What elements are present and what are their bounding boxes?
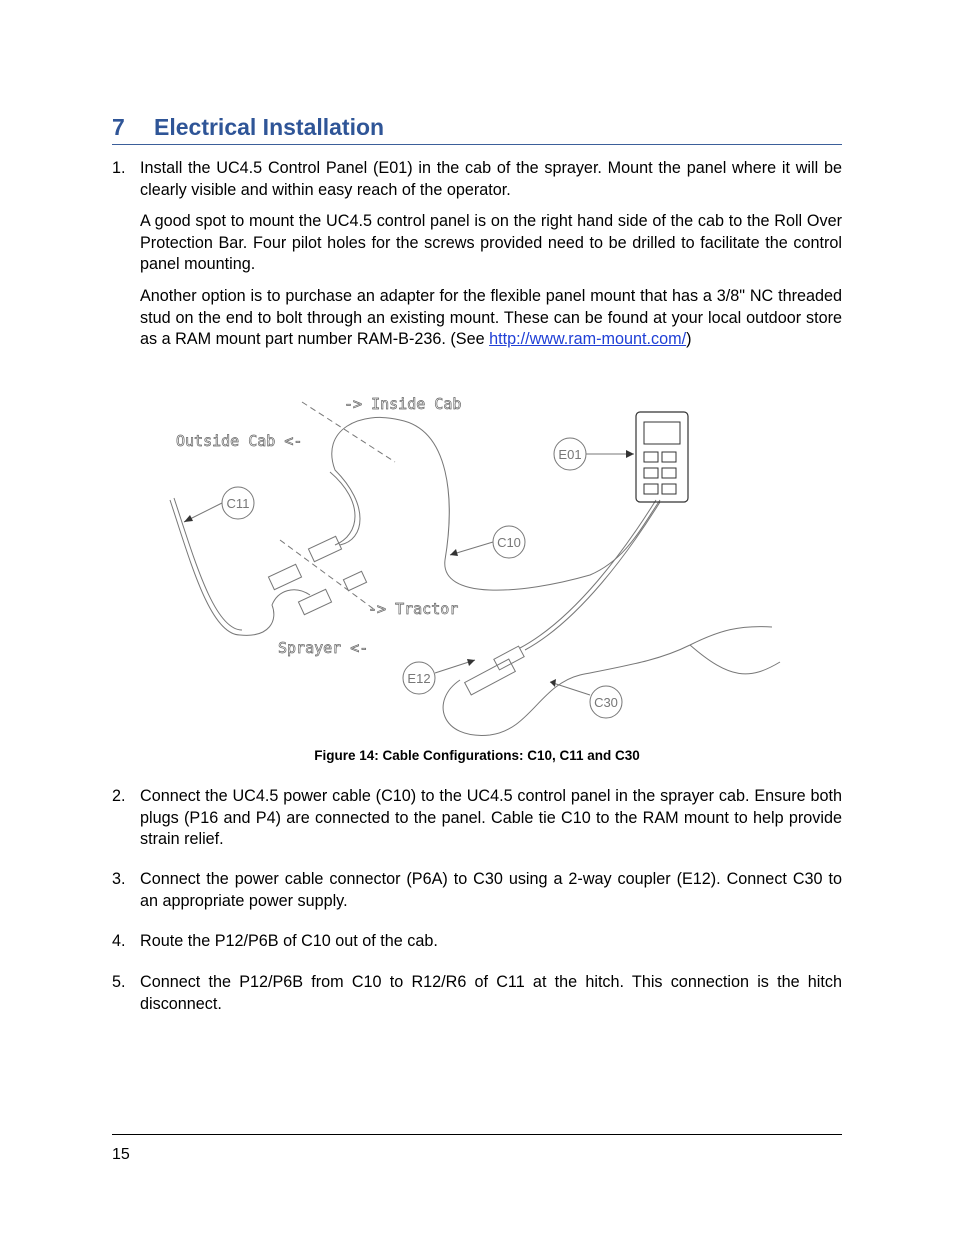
step-1-paragraph-3 <box>140 286 842 351</box>
footer-rule <box>112 1134 842 1135</box>
step-5-text: Connect the P12/P6B from C10 to R12/R6 of C11 at the hitch. This connection is the hitch disconnect. <box>140 973 842 1013</box>
c30-lead-upper <box>690 627 772 645</box>
e12-coupler-body <box>465 659 516 695</box>
panel-button-1 <box>644 452 658 462</box>
step-4-text: Route the P12/P6B of C10 out of the cab. <box>140 932 438 950</box>
c10-cable-shadow <box>330 472 355 545</box>
label-inside-cab: -> Inside Cab <box>344 395 462 413</box>
step-2-text: Connect the UC4.5 power cable (C10) to the UC4.5 control panel in the sprayer cab. Ensure both plugs (P16 and P4) are connected to the panel. Cable tie C10 to the RAM mount to help provide strain relief. <box>140 787 842 849</box>
step-5-number: 5. <box>112 973 126 991</box>
control-panel-display <box>644 422 680 444</box>
callout-c30: C30 <box>594 695 618 710</box>
step-1-paragraph-1: Install the UC4.5 Control Panel (E01) in the cab of the sprayer. Mount the panel where it will be clearly visible and within easy reach of the operator. <box>140 159 842 199</box>
panel-button-5 <box>644 484 658 494</box>
step-1-paragraph-3-text: Another option is to purchase an adapter for the flexible panel mount that has a 3/8" NC threaded stud on the end to bolt through an existing mount. These can be found at your local outdoor store as a RAM mount part number RAM-B-236. (See <box>140 287 842 349</box>
e12-coupler-plug <box>494 646 524 670</box>
callout-c10: C10 <box>497 535 521 550</box>
step-1-paragraph-2: A good spot to mount the UC4.5 control panel is on the right hand side of the cab to the Roll Over Protection Bar. Four pilot holes for the screws provided need to be drilled to facilitate the control panel mounting. <box>140 212 842 274</box>
section-number: 7 <box>112 114 125 140</box>
callout-c11: C11 <box>226 496 250 511</box>
c10-connector-b <box>343 571 366 590</box>
step-3-text: Connect the power cable connector (P6A) to C30 using a 2-way coupler (E12). Connect C30 to an appropriate power supply. <box>140 870 842 910</box>
tractor-divider-line <box>280 540 375 610</box>
step-1-number: 1. <box>112 159 126 177</box>
panel-button-2 <box>662 452 676 462</box>
c11-connector-b <box>298 589 331 614</box>
c11-connector-a <box>268 564 301 589</box>
section-heading <box>112 110 842 145</box>
arrowhead-e01 <box>626 450 634 458</box>
panel-button-6 <box>662 484 676 494</box>
arrowhead-e12 <box>467 659 475 666</box>
c10-connector-a <box>308 536 341 561</box>
page-number: 15 <box>112 1146 130 1163</box>
leader-c30 <box>550 682 590 695</box>
arrowhead-c30 <box>550 679 556 687</box>
arrowhead-c10 <box>450 549 458 556</box>
step-3-number: 3. <box>112 870 126 888</box>
label-outside-cab: Outside Cab <- <box>176 432 303 450</box>
section-title: Electrical Installation <box>154 114 385 140</box>
c10-lower-cable-shadow <box>520 500 656 648</box>
step-4-number: 4. <box>112 932 126 950</box>
callout-e01: E01 <box>558 447 582 462</box>
step-2-number: 2. <box>112 787 126 805</box>
arrowhead-c11 <box>184 515 193 522</box>
panel-button-3 <box>644 468 658 478</box>
label-tractor: -> Tractor <box>368 600 459 618</box>
panel-button-4 <box>662 468 676 478</box>
figure-caption: Figure 14: Cable Configurations: C10, C11 and C30 <box>314 748 640 763</box>
link-close-paren: ) <box>686 330 692 349</box>
cable-configuration-diagram <box>160 390 800 740</box>
ram-mount-link[interactable]: http://www.ram-mount.com/ <box>489 330 687 349</box>
label-sprayer: Sprayer <- <box>278 639 369 657</box>
callout-e12: E12 <box>407 671 431 686</box>
c30-lead-lower <box>690 645 780 674</box>
